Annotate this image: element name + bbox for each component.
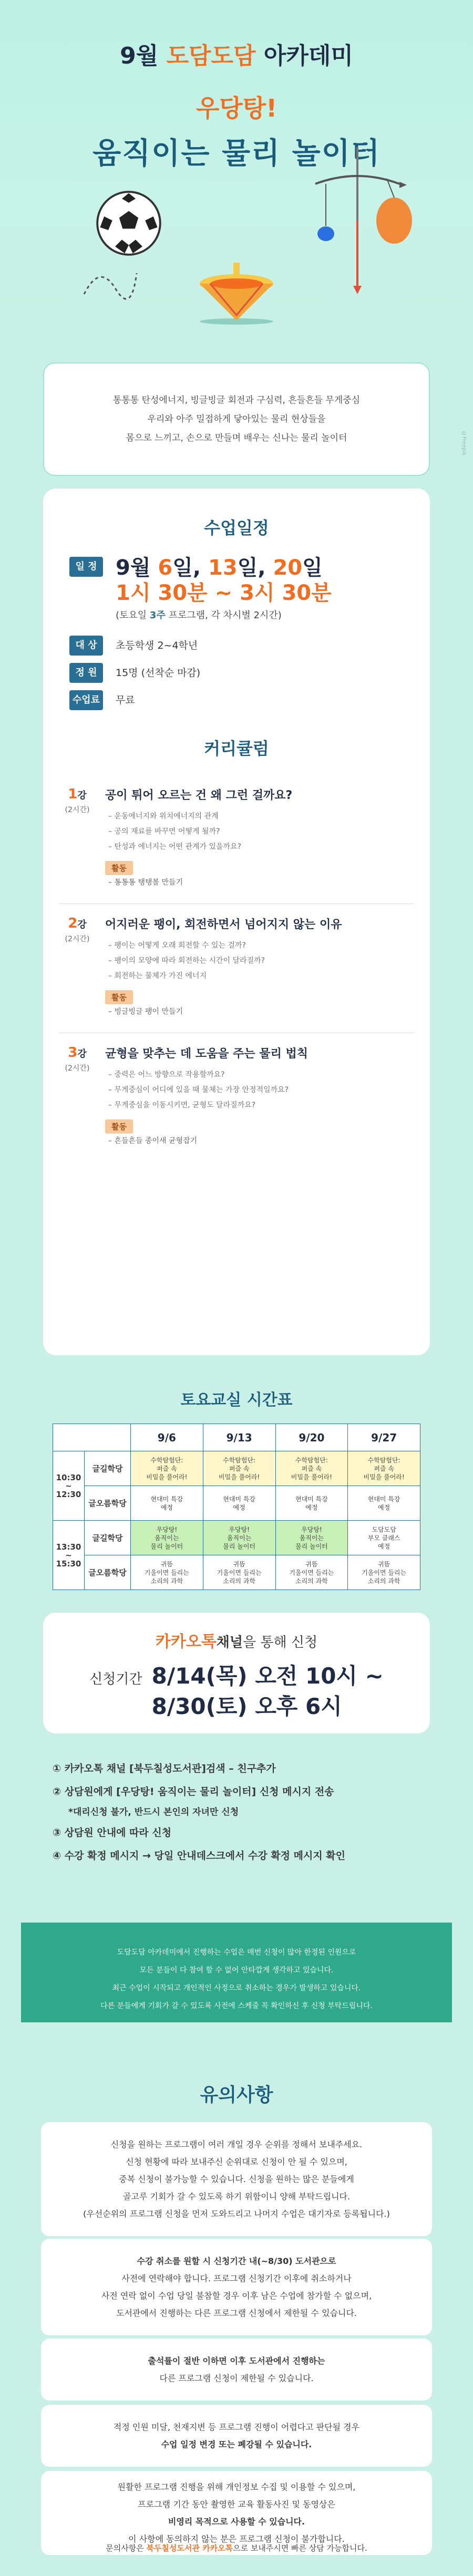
apply-period-label: 신청기간 — [89, 1671, 142, 1687]
lesson-topic: – 무게중심을 이동시키면, 균형도 달라질까요? — [108, 1101, 256, 1109]
schedule-row-date — [69, 557, 406, 624]
apply-channel: 채널 — [216, 1635, 243, 1650]
hero-subtitle-2: 움직이는 물리 놀이터 — [92, 137, 381, 171]
caution-box-2 — [41, 2239, 432, 2335]
lesson-topic: – 탄성과 에너지는 어떤 관계가 있을까요? — [108, 843, 242, 851]
timetable-subject: 글길학당 — [85, 1521, 131, 1555]
lesson-unit: 강 — [77, 919, 87, 930]
timetable-cell: 현대미 특강 예정 — [275, 1486, 348, 1521]
caution-line: 수강 취소를 원할 시 신청기간 내(~8/30) 도서관으로 — [137, 2256, 336, 2266]
fee-tag: 수업료 — [69, 690, 103, 710]
caution-line: 프로그램 기간 동안 촬영한 교육 활동사진 및 동영상은 — [138, 2499, 335, 2509]
timetable-cell: 우당탕! 움직이는 물리 놀이터 — [131, 1521, 203, 1555]
target-tag: 대 상 — [69, 636, 103, 656]
timetable-date-header: 9/6 — [131, 1424, 203, 1451]
lesson-question: 공이 튀어 오르는 건 왜 그런 걸까요? — [105, 789, 293, 802]
caution-box-3 — [41, 2339, 432, 2401]
footer-pre: 문의사항은 — [106, 2543, 147, 2553]
lesson-question: 균형을 맞추는 데 도움을 주는 물리 법칙 — [105, 1047, 308, 1061]
lesson-hours: (2시간) — [65, 935, 90, 943]
caution-line: 이 사항에 동의하지 않는 분은 프로그램 신청이 불가합니다. — [128, 2534, 345, 2544]
caution-line: 원활한 프로그램 진행을 위해 개인정보 수집 및 이용할 수 있으며, — [117, 2482, 356, 2492]
lesson-hours: (2시간) — [65, 1064, 90, 1073]
schedule-heading — [43, 515, 430, 539]
timetable-subject: 글길학당 — [85, 1451, 131, 1486]
apply-step: ④ 수강 확정 메시지 → 당일 안내데스크에서 수강 확정 메시지 확인 — [53, 1850, 346, 1862]
lesson-num: 3 — [68, 1045, 78, 1061]
apply-channel-line — [43, 1628, 430, 1651]
timetable-cell: 수학탐험단: 퍼즐 속 비밀을 풀어라! — [348, 1451, 420, 1486]
lesson-question: 어지러운 팽이, 회전하면서 넘어지지 않는 이유 — [105, 918, 342, 931]
lesson-body — [96, 1045, 414, 1148]
lesson-topic: – 팽이는 어떻게 오래 회전할 수 있는 걸까? — [108, 941, 246, 950]
bounce-trail-icon — [79, 263, 142, 305]
class-note — [116, 607, 332, 624]
lesson-unit: 강 — [77, 790, 87, 801]
timetable-cell: 현대미 특강 예정 — [348, 1486, 420, 1521]
timetable-header-row — [53, 1424, 420, 1451]
timetable-table — [53, 1424, 420, 1590]
caution-box-4 — [41, 2405, 432, 2467]
timetable-time: 10:30 ~ 12:30 — [53, 1451, 85, 1521]
date-suffix: 일 — [302, 556, 323, 580]
note-weeks: 3주 — [149, 610, 166, 621]
banner-line: 모든 분들이 다 참여 할 수 없어 안타깝게 생각하고 있습니다. — [139, 1966, 334, 1975]
caution-line: 도서관에서 진행하는 다른 프로그램 신청에서 제한될 수 있습니다. — [116, 2308, 357, 2318]
timetable-cell: 우당탕! 움직이는 물리 놀이터 — [203, 1521, 275, 1555]
timetable-cell: 수학탐험단: 퍼즐 속 비밀을 풀어라! — [131, 1451, 203, 1486]
apply-step: ② 상담원에게 [우당탕! 움직이는 물리 놀이터] 신청 메시지 전송 — [53, 1786, 334, 1798]
timetable-row — [53, 1521, 420, 1555]
schedule-row-target — [69, 636, 406, 656]
lesson-hours: (2시간) — [65, 806, 90, 814]
date-values — [116, 557, 332, 624]
apply-from: 8/14(목) 오전 10시 ~ — [151, 1663, 384, 1689]
lesson-item — [59, 1033, 414, 1162]
caution-line: (우선순위의 프로그램 신청을 먼저 도와드리고 나머지 수업은 대기자로 등록됩니다.) — [83, 2209, 390, 2219]
note-part: 프로그램, 각 차시별 2시간) — [165, 610, 282, 621]
caution-line: 다른 프로그램 신청이 제한될 수 있습니다. — [159, 2373, 314, 2383]
hero-subtitle-1: 우당탕! — [196, 94, 277, 122]
banner-line: 최근 수업이 시작되고 개인적인 사정으로 취소하는 경우가 발생하고 있습니다. — [112, 1984, 361, 1992]
lesson-number — [59, 786, 96, 890]
activity-badge: 활동 — [105, 1119, 133, 1134]
class-time: 1시 30분 ~ 3시 30분 — [116, 581, 332, 605]
activity-badge: 활동 — [105, 990, 133, 1004]
timetable — [53, 1387, 420, 1590]
intro-line: 통통통 탄성에너지, 빙글빙글 회전과 구심력, 흔들흔들 무게중심 — [112, 395, 361, 406]
fee-value: 무료 — [116, 694, 135, 706]
caution-line: 신청을 원하는 프로그램이 여러 개일 경우 순위를 정해서 보내주세요. — [110, 2139, 363, 2149]
lesson-body — [96, 916, 414, 1019]
lesson-topic: – 팽이의 모양에 따라 회전하는 시간이 달라질까? — [108, 957, 265, 965]
notice-banner — [21, 1923, 452, 2022]
apply-period — [43, 1661, 430, 1722]
curriculum-heading — [43, 735, 430, 760]
schedule-row-capacity — [69, 663, 406, 683]
lesson-number — [59, 1045, 96, 1148]
lesson-number — [59, 916, 96, 1019]
timetable-cell: 수학탐험단: 퍼즐 속 비밀을 풀어라! — [275, 1451, 348, 1486]
banner-line: 도담도담 아카데미에서 진행하는 수업은 매번 신청이 많아 한정된 인원으로 — [117, 1948, 356, 1957]
timetable-date-header: 9/27 — [348, 1424, 420, 1451]
title-brand: 도담도담 — [166, 43, 256, 69]
curriculum-list — [59, 775, 414, 1162]
lesson-body — [96, 786, 414, 890]
watermark: ©Freepik — [461, 431, 467, 456]
footer-note — [0, 2542, 473, 2553]
timetable-cell: 우당탕! 움직이는 물리 놀이터 — [275, 1521, 348, 1555]
hero-title — [0, 37, 473, 70]
intro-card — [43, 362, 430, 476]
date-tag: 일 정 — [69, 557, 103, 577]
timetable-cell: 현대미 특강 예정 — [203, 1486, 275, 1521]
date-month: 9월 — [116, 556, 158, 580]
schedule-block — [69, 557, 406, 718]
date-sep: 일, — [172, 556, 209, 580]
apply-kakao: 카카오톡 — [155, 1633, 217, 1651]
apply-card — [43, 1613, 430, 1733]
lesson-num: 2 — [68, 916, 78, 931]
timetable-title: 토요교실 시간표 — [180, 1391, 293, 1409]
timetable-cell: 도담도담 부모 클래스 예정 — [348, 1521, 420, 1555]
caution-line: 중복 신청이 불가능할 수 있습니다. 신청을 원하는 많은 분들에게 — [119, 2174, 354, 2184]
intro-line: 우리와 아주 밀접하게 닿아있는 물리 현상들을 — [147, 414, 326, 424]
timetable-cell: 귀뜸 기울이면 들리는 소리의 과학 — [275, 1555, 348, 1590]
timetable-subject: 글오름학당 — [85, 1555, 131, 1590]
timetable-row — [53, 1486, 420, 1521]
activity-badge: 활동 — [105, 861, 133, 875]
lesson-num: 1 — [68, 786, 78, 802]
timetable-cell: 현대미 특강 예정 — [131, 1486, 203, 1521]
caution-line: 골고루 기회가 갈 수 있도록 하기 위함이니 양해 부탁드립니다. — [122, 2191, 351, 2201]
caution-line: 신청 현황에 따라 보내주신 순위대로 신청이 안 될 수 있으며, — [126, 2157, 347, 2167]
lesson-topic: – 회전하는 물체가 가진 에너지 — [108, 972, 207, 980]
activity-text: – 빙글빙글 팽이 만들기 — [108, 1007, 183, 1016]
caution-box-1 — [41, 2122, 432, 2236]
apply-period-dates — [152, 1661, 384, 1722]
caution-line: 적정 인원 미달, 천재지변 등 프로그램 진행이 어렵다고 판단될 경우 — [113, 2422, 360, 2432]
date-2: 13 — [208, 556, 238, 580]
title-academy: 아카데미 — [255, 43, 353, 69]
capacity-tag: 정 원 — [69, 663, 103, 683]
main-info-card — [43, 489, 430, 1355]
note-part: (토요일 — [116, 610, 150, 621]
timetable-date-header: 9/20 — [275, 1424, 348, 1451]
lesson-topic: – 중력은 어느 방향으로 작용할까요? — [108, 1071, 225, 1079]
footer-post: 으로 보내주시면 빠른 상담 가능합니다. — [233, 2543, 367, 2553]
date-1: 6 — [158, 556, 173, 580]
apply-to: 8/30(토) 오후 6시 — [151, 1694, 342, 1719]
apply-step: ① 카카오톡 채널 [북두칠성도서관]검색 – 친구추가 — [53, 1763, 276, 1774]
lesson-item — [59, 904, 414, 1033]
timetable-cell: 귀뜸 기울이면 들리는 소리의 과학 — [203, 1555, 275, 1590]
activity-text: – 흔들흔들 종이새 균형잡기 — [108, 1137, 198, 1145]
caution-title: 유의사항 — [200, 2084, 273, 2106]
activity-text: – 통통통 탱탱볼 만들기 — [108, 878, 183, 887]
curriculum-heading-text: 커리큘럼 — [204, 739, 269, 759]
timetable-row — [53, 1451, 420, 1486]
class-dates — [116, 557, 332, 579]
caution-line: 출석률이 절반 이하면 이후 도서관에서 진행하는 — [148, 2356, 325, 2366]
schedule-heading-text: 수업일정 — [204, 518, 269, 538]
timetable-time: 13:30 ~ 15:30 — [53, 1521, 85, 1590]
hero — [0, 0, 473, 347]
lesson-topic: – 무게중심이 어디에 있을 때 물체는 가장 안정적일까요? — [108, 1086, 289, 1094]
timetable-cell: 수학탐험단: 퍼즐 속 비밀을 풀어라! — [203, 1451, 275, 1486]
intro-line: 몸으로 느끼고, 손으로 만들며 배우는 신나는 물리 놀이터 — [126, 433, 347, 443]
timetable-date-header: 9/13 — [203, 1424, 275, 1451]
date-3: 20 — [273, 556, 303, 580]
schedule-row-fee — [69, 690, 406, 710]
balance-bird-icon — [294, 147, 420, 294]
apply-step: ③ 상담원 안내에 따라 신청 — [53, 1827, 172, 1838]
timetable-cell: 귀뜸 기울이면 들리는 소리의 과학 — [131, 1555, 203, 1590]
timetable-corner — [53, 1424, 131, 1451]
apply-steps — [53, 1757, 431, 1867]
caution-line: 수업 일정 변경 또는 폐강될 수 있습니다. — [161, 2439, 312, 2449]
apply-step-note: *대리신청 불가, 반드시 본인의 자녀만 신청 — [68, 1807, 239, 1817]
timetable-row — [53, 1555, 420, 1590]
capacity-value: 15명 (선착순 마감) — [116, 667, 201, 679]
lesson-topic: – 운동에너지와 위치에너지의 관계 — [108, 812, 219, 820]
timetable-cell: 귀뜸 기울이면 들리는 소리의 과학 — [348, 1555, 420, 1590]
caution-line: 사전에 연락해야 합니다. 프로그램 신청기간 이후에 취소하거나 — [121, 2273, 352, 2283]
apply-via: 을 통해 신청 — [243, 1635, 318, 1650]
banner-line: 다른 분들에게 기회가 갈 수 있도록 사전에 스케줄 꼭 확인하신 후 신청 부탁드립니다. — [100, 2002, 373, 2010]
footer-contact: 북두칠성도서관 카카오톡 — [146, 2543, 233, 2553]
spinning-top-icon — [189, 263, 284, 326]
caution-line: 비영리 목적으로 사용할 수 있습니다. — [168, 2517, 305, 2527]
target-value: 초등학생 2~4학년 — [116, 640, 198, 651]
lesson-item — [59, 775, 414, 904]
soccer-ball-icon — [95, 189, 163, 257]
timetable-subject: 글오름학당 — [85, 1486, 131, 1521]
lesson-topic: – 공의 재료를 바꾸면 어떻게 될까? — [108, 827, 220, 836]
caution-line: 사전 연락 없이 수업 당일 불참할 경우 이후 남은 수업에 참가할 수 없으며, — [101, 2291, 372, 2301]
date-sep: 일, — [237, 556, 273, 580]
lesson-unit: 강 — [77, 1048, 87, 1060]
title-month: 9월 — [120, 43, 167, 69]
